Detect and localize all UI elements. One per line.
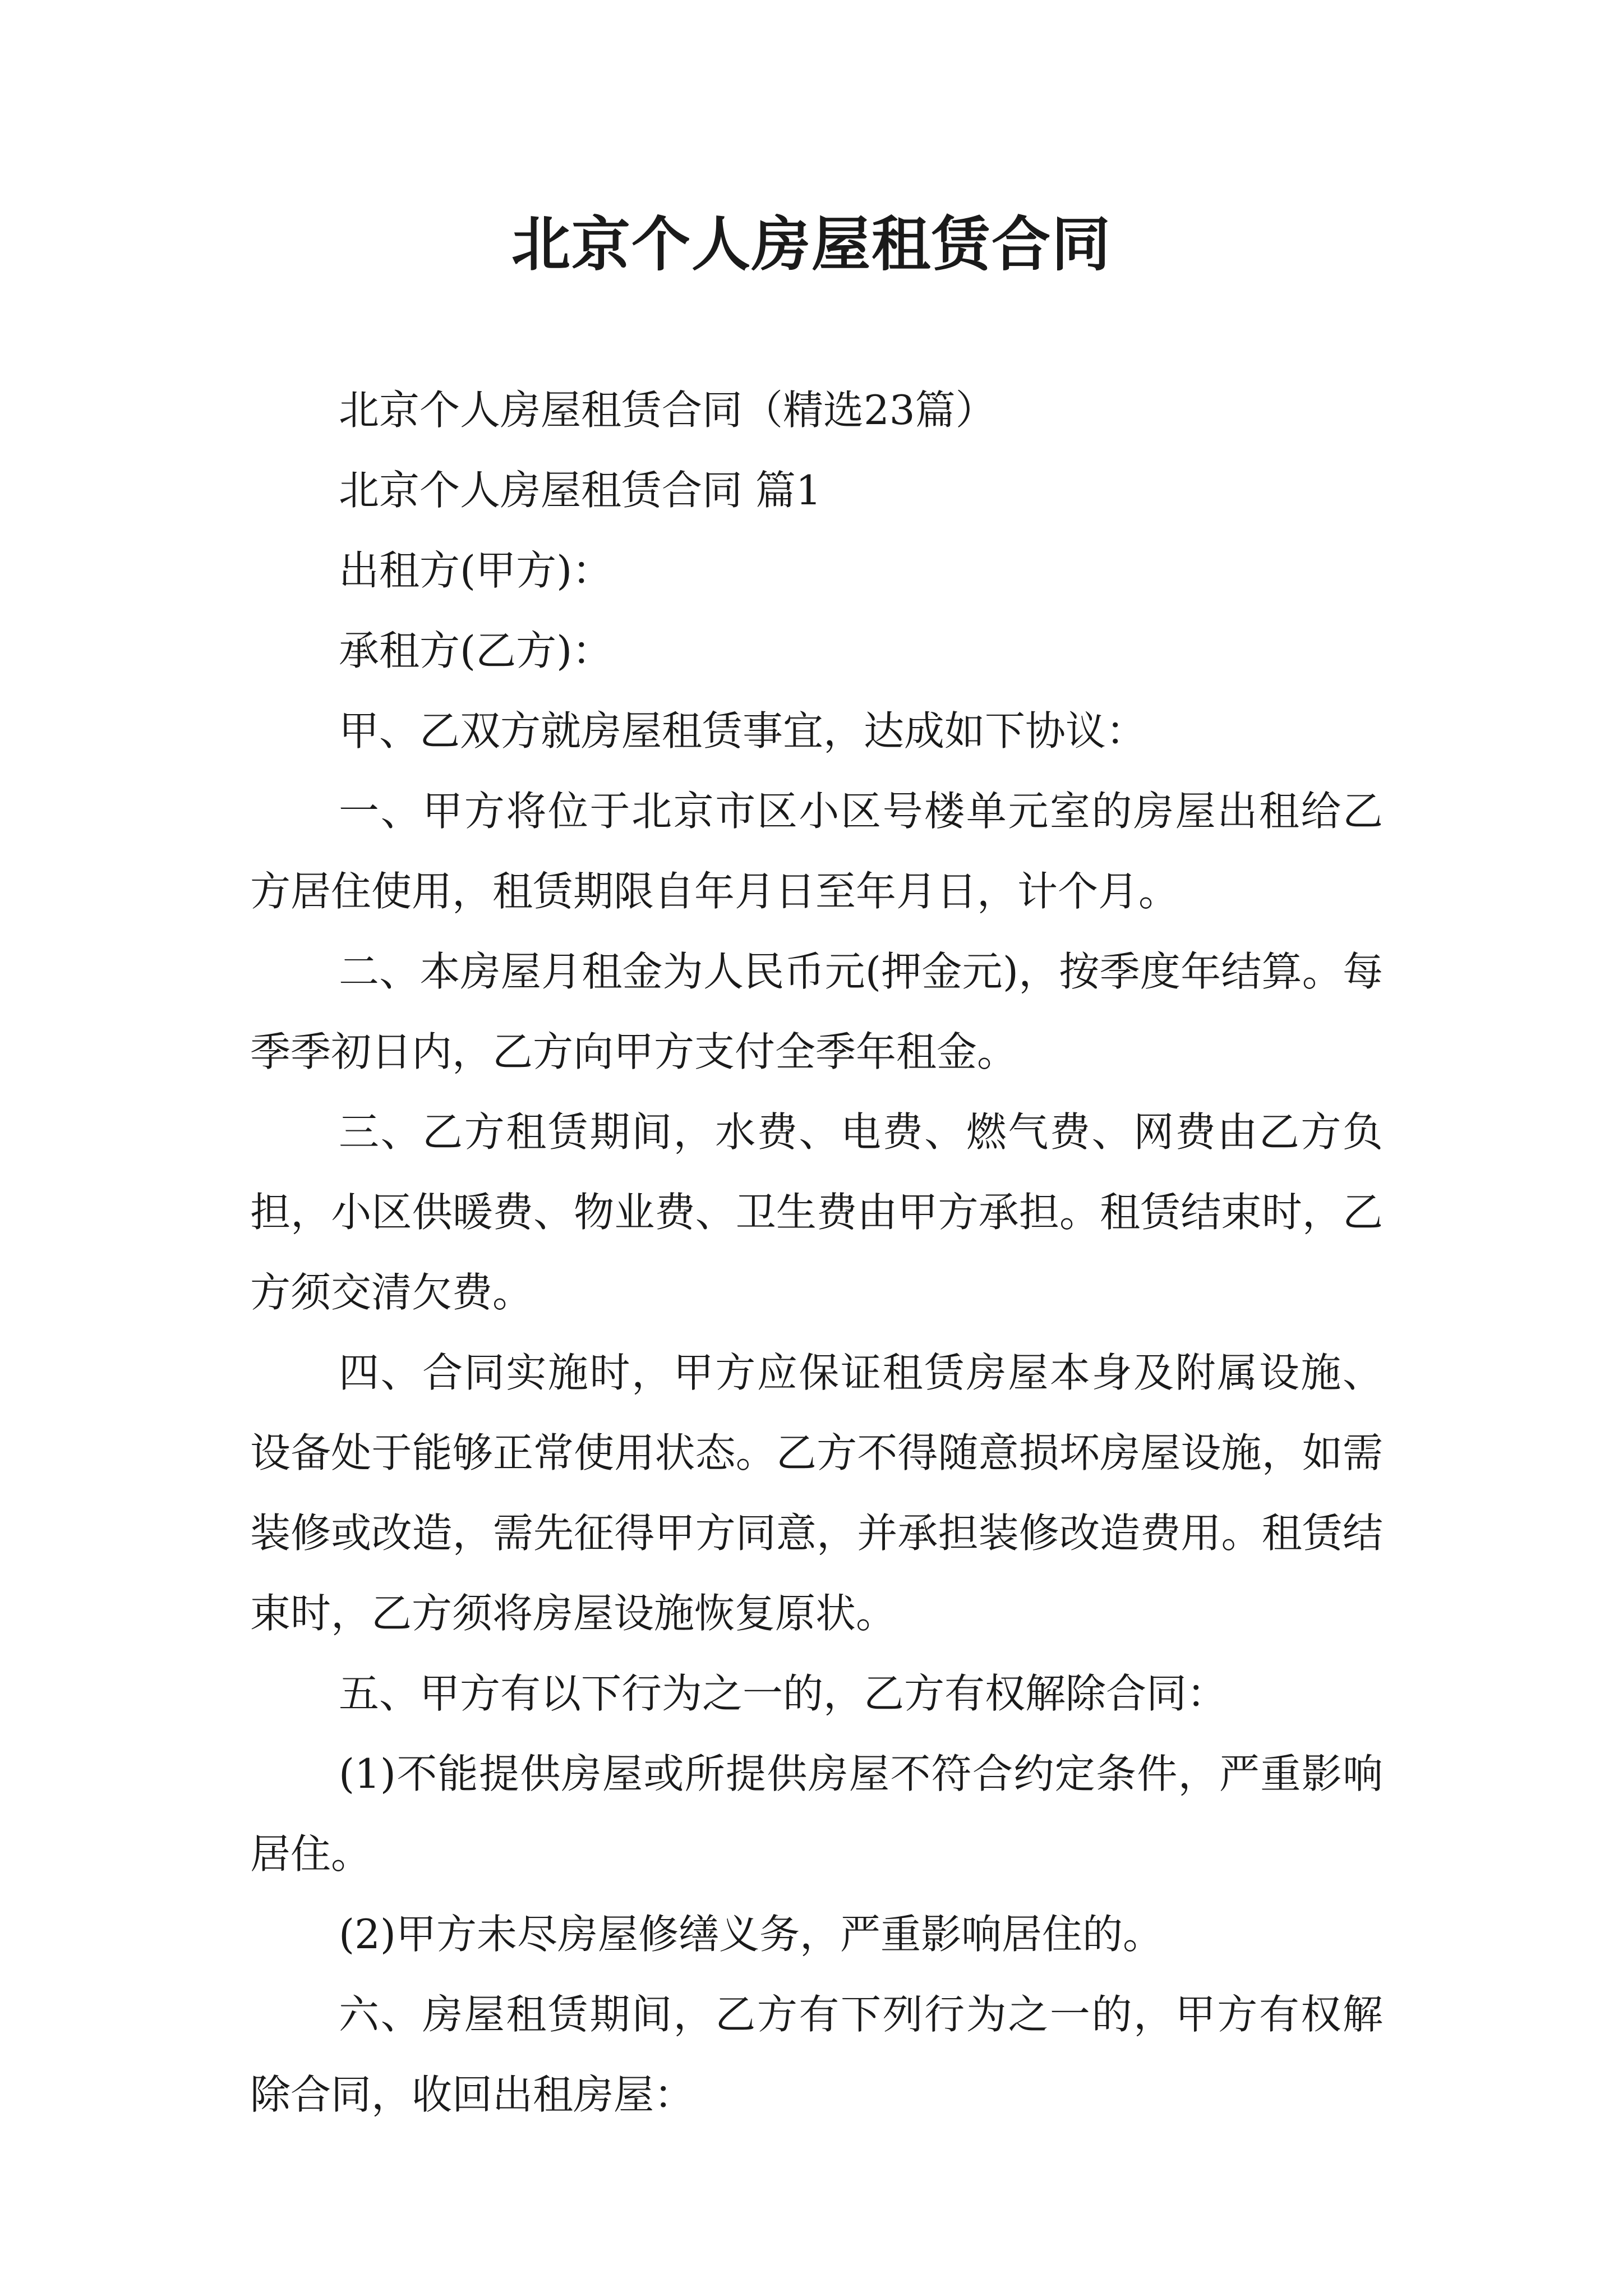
paragraph-lessee: 承租方(乙方)： (339, 627, 613, 674)
paragraph-clause-1: 一、甲方将位于北京市区小区号楼单元室的房屋出租给乙方居住使用，租赁期限自年月日至年月日，计个月。 (250, 788, 1383, 915)
paragraph-lessor: 出租方(甲方)： (339, 547, 613, 594)
paragraph-collection-title: 北京个人房屋租赁合同（精选23篇） (339, 386, 996, 434)
paragraph-clause-5: 五、甲方有以下行为之一的，乙方有权解除合同： (339, 1670, 1228, 1717)
paragraph-clause-5-item-2: (2)甲方未尽房屋修缮义务，严重影响居住的。 (339, 1911, 1163, 1958)
paragraph-clause-3: 三、乙方租赁期间，水费、电费、燃气费、网费由乙方负担，小区供暖费、物业费、卫生费由甲方承担。租赁结束时，乙方须交清欠费。 (250, 1108, 1383, 1316)
paragraph-clause-6: 六、房屋租赁期间，乙方有下列行为之一的，甲方有权解除合同，收回出租房屋： (250, 1991, 1383, 2118)
paragraph-part-heading: 北京个人房屋租赁合同 篇1 (339, 467, 822, 514)
paragraph-clause-5-item-1: (1)不能提供房屋或所提供房屋不符合约定条件，严重影响居住。 (250, 1750, 1383, 1878)
paragraph-agreement-intro: 甲、乙双方就房屋租赁事宜，达成如下协议： (339, 707, 1147, 754)
paragraph-clause-4: 四、合同实施时，甲方应保证租赁房屋本身及附属设施、设备处于能够正常使用状态。乙方不得随意损坏房屋设施，如需装修或改造，需先征得甲方同意，并承担装修改造费用。租赁结束时，乙方须将房屋设施恢复原状。 (250, 1349, 1383, 1637)
document-title: 北京个人房屋租赁合同 (511, 209, 1112, 279)
paragraph-clause-2: 二、本房屋月租金为人民币元(押金元)，按季度年结算。每季季初日内，乙方向甲方支付全季年租金。 (250, 948, 1383, 1075)
document-body (250, 370, 1383, 2135)
